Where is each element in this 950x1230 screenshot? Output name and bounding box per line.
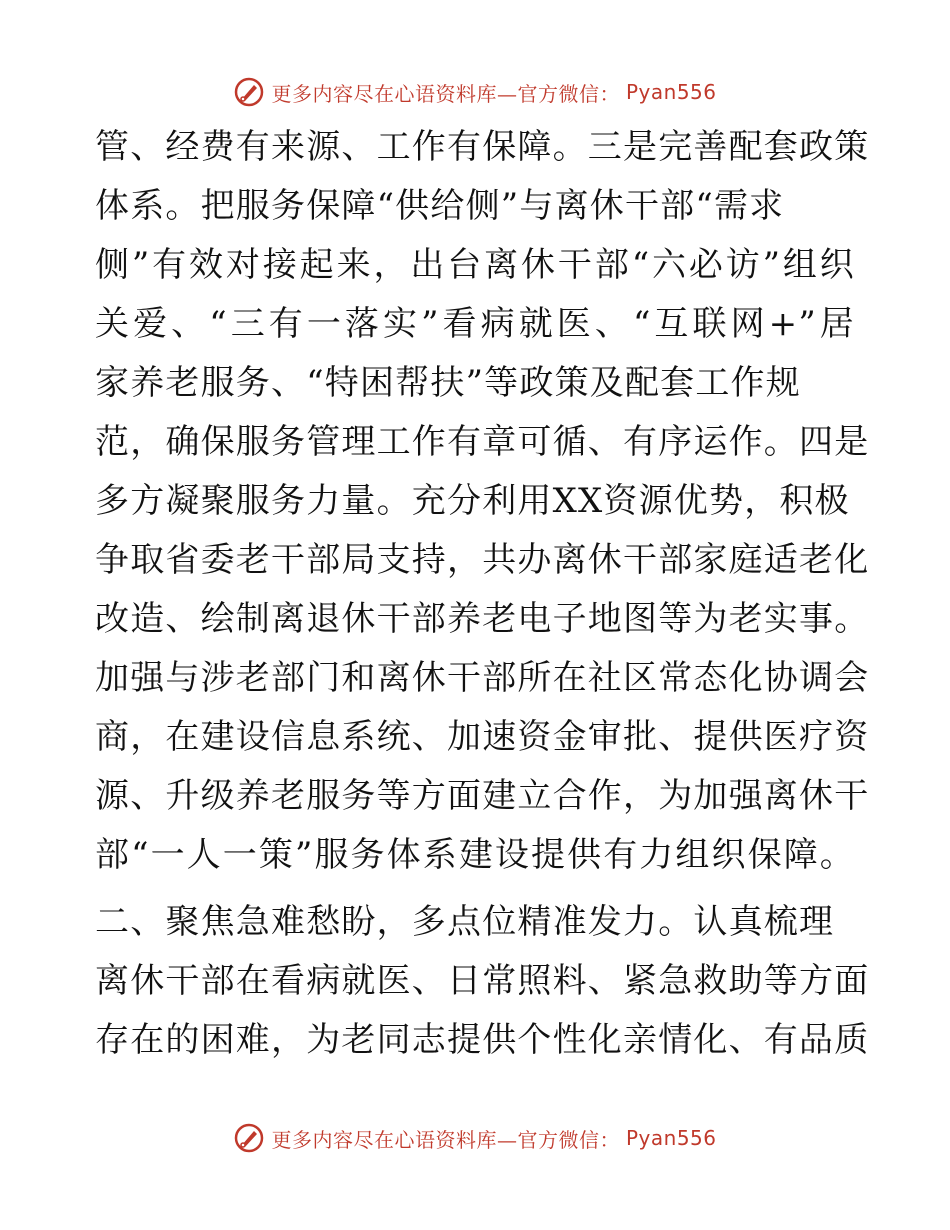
text-line: 争取省委老干部局支持，共办离休干部家庭适老化 bbox=[95, 540, 870, 580]
text-line: 离休干部在看病就医、日常照料、紧急救助等方面 bbox=[95, 961, 870, 1001]
watermark-text: 更多内容尽在心语资料库—官方微信： bbox=[271, 1127, 620, 1152]
header-watermark bbox=[0, 72, 950, 112]
text-line: 存在的困难，为老同志提供个性化亲情化、有品质 bbox=[95, 1020, 870, 1060]
text-line: 管、经费有来源、工作有保障。三是完善配套政策 bbox=[95, 127, 870, 167]
text-line: 侧”有效对接起来，出台离休干部“六必访”组织 bbox=[95, 245, 855, 285]
section-heading-line: 二、聚焦急难愁盼，多点位精准发力。认真梳理 bbox=[95, 902, 835, 942]
pen-nib-icon bbox=[233, 76, 265, 108]
text-line: 商，在建设信息系统、加速资金审批、提供医疗资 bbox=[95, 717, 870, 757]
text-line: 源、升级养老服务等方面建立合作，为加强离休干 bbox=[95, 776, 870, 816]
text-line: 关爱、“三有一落实”看病就医、“互联网+”居 bbox=[95, 304, 855, 344]
footer-watermark bbox=[0, 1118, 950, 1158]
watermark-text: 更多内容尽在心语资料库—官方微信： bbox=[271, 81, 620, 106]
document-body bbox=[95, 118, 870, 1070]
pen-nib-icon bbox=[233, 1122, 265, 1154]
watermark-id: Pyan556 bbox=[625, 1126, 717, 1150]
watermark-id: Pyan556 bbox=[625, 80, 717, 104]
text-line: 改造、绘制离退休干部养老电子地图等为老实事。 bbox=[95, 599, 870, 639]
text-line: 部“一人一策”服务体系建设提供有力组织保障。 bbox=[95, 835, 855, 875]
text-line: 体系。把服务保障“供给侧”与离休干部“需求 bbox=[95, 186, 785, 226]
text-line: 家养老服务、“特困帮扶”等政策及配套工作规 bbox=[95, 363, 801, 403]
text-line: 加强与涉老部门和离休干部所在社区常态化协调会 bbox=[95, 658, 870, 698]
text-line: 多方凝聚服务力量。充分利用XX资源优势，积极 bbox=[95, 481, 850, 521]
text-line: 范，确保服务管理工作有章可循、有序运作。四是 bbox=[95, 422, 870, 462]
